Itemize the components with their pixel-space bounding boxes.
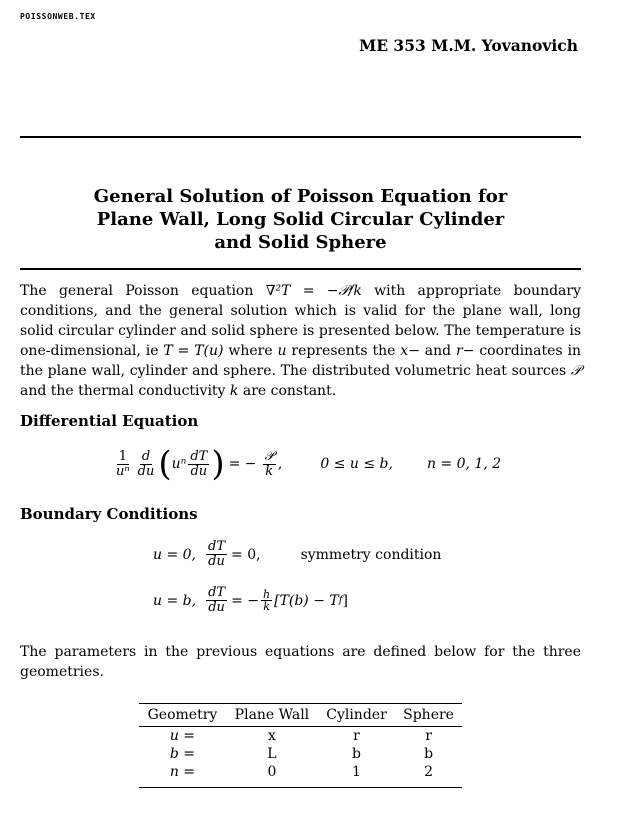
table-row bbox=[139, 745, 462, 763]
left-paren: ( bbox=[158, 444, 172, 484]
intro-text: and bbox=[419, 343, 457, 359]
table-cell: b = bbox=[169, 746, 196, 762]
table-bottom-rule bbox=[139, 787, 462, 788]
right-paren: ) bbox=[211, 444, 225, 484]
intro-text: coordinates in the plane wall, cylinder and sphere. The distributed volumetric heat sources bbox=[20, 343, 581, 379]
table-cell: x bbox=[267, 728, 276, 744]
boundary-condition-1 bbox=[153, 540, 441, 569]
bc2-rhs: = − bbox=[231, 592, 259, 609]
table-cell: 0 bbox=[267, 764, 277, 780]
bc2-tail: [T(b) − T bbox=[274, 592, 339, 609]
bc2-end: ] bbox=[342, 592, 348, 609]
table-cell: b bbox=[424, 746, 434, 762]
table-row bbox=[139, 727, 462, 746]
title-line-3: and Solid Sphere bbox=[214, 232, 387, 253]
bc1-rhs: = 0, bbox=[231, 546, 261, 563]
n-values: n = 0, 1, 2 bbox=[426, 456, 502, 472]
inline-math: 𝒫 bbox=[570, 363, 581, 379]
bc1-lhs: u = 0, bbox=[153, 546, 197, 563]
table-row bbox=[139, 763, 462, 781]
differential-equation bbox=[112, 444, 502, 484]
table-header: Cylinder bbox=[318, 704, 395, 727]
equals-minus: = − bbox=[228, 456, 257, 472]
inline-math: r− bbox=[456, 343, 475, 359]
table-cell: 2 bbox=[424, 764, 434, 780]
u-power-n: uⁿ bbox=[171, 456, 187, 472]
fraction: $\frac{dT}{du}$ bbox=[190, 448, 208, 479]
table-header-row bbox=[139, 704, 462, 727]
inline-math: k bbox=[229, 383, 239, 399]
table-header: Geometry bbox=[139, 704, 226, 727]
table-header: Plane Wall bbox=[226, 704, 318, 727]
title-rule bbox=[20, 268, 581, 270]
intro-text: are constant. bbox=[238, 383, 337, 399]
table-cell: u = bbox=[169, 728, 196, 744]
intro-text: represents the bbox=[286, 343, 401, 359]
parameters-table bbox=[139, 704, 462, 781]
table-cell: 1 bbox=[352, 764, 361, 780]
fraction: $\frac{\text{𝒫}}{k}$ bbox=[264, 448, 274, 479]
table-cell: r bbox=[353, 728, 360, 744]
intro-text: The general Poisson equation bbox=[20, 283, 266, 299]
intro-text: and the thermal conductivity bbox=[20, 383, 230, 399]
inline-math: u bbox=[277, 343, 287, 359]
fraction: $\frac{dT}{du}$ bbox=[208, 539, 226, 569]
intro-paragraph bbox=[20, 281, 581, 401]
table-cell: n = bbox=[169, 764, 196, 780]
bc2-subscript: f bbox=[338, 595, 343, 606]
section-heading-boundary: Boundary Conditions bbox=[20, 505, 198, 523]
title-line-2: Plane Wall, Long Solid Circular Cylinder bbox=[96, 209, 505, 230]
fraction: $\frac{h}{k}$ bbox=[262, 588, 271, 613]
table-cell: r bbox=[425, 728, 432, 744]
table-header: Sphere bbox=[395, 704, 462, 727]
comma: , bbox=[277, 456, 283, 472]
fraction: $\frac{d}{du}$ bbox=[137, 448, 155, 479]
inline-math: T = T(u) bbox=[163, 343, 224, 359]
table-cell: b bbox=[352, 746, 361, 762]
symmetry-note: symmetry condition bbox=[300, 546, 442, 563]
intro-text: with appropriate boundary conditions, and the general solution which is valid for the plane wall, long solid circular cylinder and solid sphere is presented below. The temperature is one-dimensional, ie bbox=[20, 283, 581, 359]
fraction: $\frac{1}{\text{uⁿ}}$ bbox=[116, 448, 130, 479]
section-heading-differential: Differential Equation bbox=[20, 412, 199, 430]
domain-range: 0 ≤ u ≤ b, bbox=[320, 456, 393, 472]
intro-text: where bbox=[223, 343, 278, 359]
course-author: ME 353 M.M. Yovanovich bbox=[359, 36, 578, 55]
table-cell: L bbox=[267, 746, 277, 762]
poisson-equation: ∇²T = −𝒫/k bbox=[265, 283, 362, 299]
top-rule bbox=[20, 136, 581, 138]
parameters-paragraph: The parameters in the previous equations are defined below for the three geometries. bbox=[20, 644, 581, 680]
inline-math: x− bbox=[400, 343, 420, 359]
file-name: POISSONWEB.TEX bbox=[20, 12, 96, 21]
document-title bbox=[20, 185, 581, 254]
title-line-1: General Solution of Poisson Equation for bbox=[93, 186, 508, 207]
fraction: $\frac{dT}{du}$ bbox=[208, 585, 226, 615]
boundary-condition-2 bbox=[153, 586, 348, 615]
bc2-lhs: u = b, bbox=[153, 592, 197, 609]
